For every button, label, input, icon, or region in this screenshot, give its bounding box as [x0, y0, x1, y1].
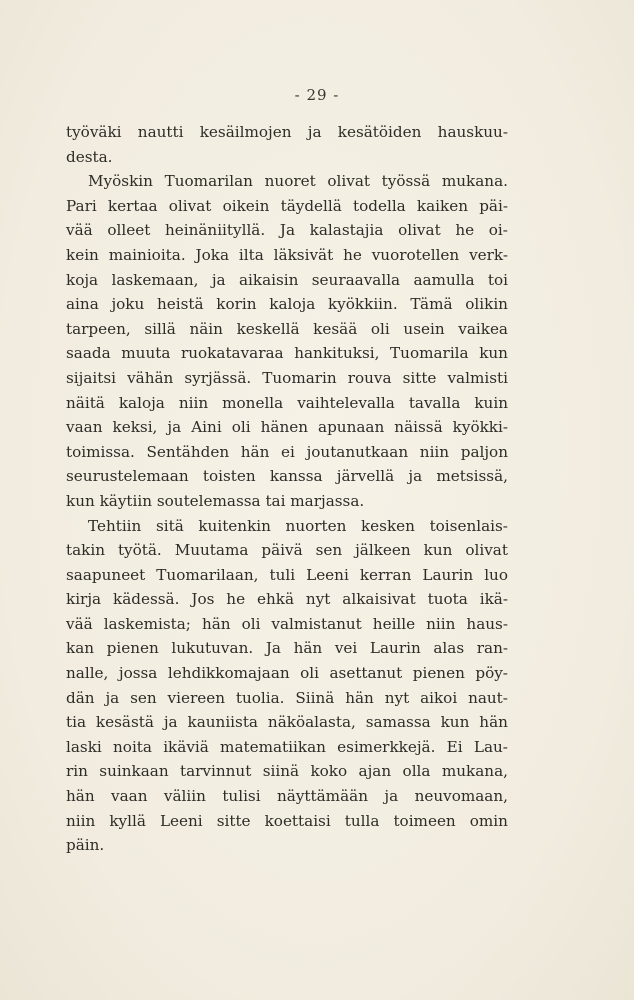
- word: hän: [479, 713, 508, 732]
- word: ruokatavaraa: [181, 344, 284, 363]
- word: ikäviä: [163, 737, 209, 756]
- text-line: [66, 341, 508, 366]
- word: kesken: [360, 516, 415, 535]
- word: joku: [111, 295, 145, 314]
- word: suinkaan: [99, 762, 169, 781]
- word: valmisti: [447, 368, 508, 387]
- word: he: [455, 221, 475, 240]
- text-line: [66, 735, 508, 760]
- word: keskellä: [236, 319, 300, 338]
- word: kun: [423, 541, 453, 560]
- word: kuitenkin: [198, 516, 271, 535]
- word: näköalasta,: [267, 713, 356, 732]
- word: Joka: [195, 245, 230, 264]
- text-line: [66, 759, 508, 784]
- text-line: [66, 833, 508, 858]
- word: olivat: [168, 196, 212, 215]
- word: ja: [163, 713, 178, 732]
- word: tuota: [427, 590, 468, 609]
- word: aamulla: [413, 270, 475, 289]
- word: he: [343, 245, 362, 264]
- word: ja: [384, 787, 399, 806]
- word: seurustelemaan: [66, 467, 189, 486]
- word: Tuomarilaan,: [156, 565, 259, 584]
- word: Sentähden: [146, 442, 230, 461]
- word: työtä.: [117, 541, 162, 560]
- word: olivat: [327, 172, 370, 191]
- word: tarvinnut: [180, 762, 252, 781]
- word: mukana,: [441, 762, 508, 781]
- word: siinä: [262, 762, 300, 781]
- word: jälkeen: [355, 541, 411, 560]
- word: saada: [66, 344, 111, 363]
- word: sijaitsi: [66, 368, 117, 387]
- text-line: [66, 120, 508, 145]
- word: kaloja: [269, 295, 316, 314]
- word: Siinä: [295, 688, 335, 707]
- word: rin: [66, 762, 88, 781]
- text-line: [66, 268, 508, 293]
- word: kyökkiin.: [327, 295, 398, 314]
- word: syrjässä.: [184, 368, 252, 387]
- word: hän: [240, 442, 270, 461]
- word: oli: [231, 418, 251, 437]
- word: ja: [307, 123, 322, 141]
- word: esimerkkejä.: [337, 737, 436, 756]
- text-line: [66, 809, 508, 834]
- word: Tämä: [410, 295, 453, 314]
- word: ran-: [476, 639, 508, 658]
- word: oli: [370, 319, 390, 338]
- word: neuvomaan,: [414, 787, 508, 806]
- text-line: [66, 440, 508, 465]
- word: vuorotellen: [371, 245, 460, 264]
- word: nalle,: [66, 664, 109, 683]
- word: mainioita.: [108, 245, 186, 264]
- word: tuolia.: [235, 688, 285, 707]
- word: kein: [66, 245, 99, 264]
- word: vaikea: [458, 319, 508, 338]
- word: niin: [66, 811, 96, 830]
- word: Lau-: [473, 737, 508, 756]
- word: sillä: [144, 319, 176, 338]
- word: Myöskin: [88, 172, 153, 191]
- word: sitte: [402, 368, 437, 387]
- word: kuin: [474, 393, 508, 412]
- word: ja: [408, 467, 423, 486]
- word: pienen: [106, 639, 159, 658]
- text-line: [66, 686, 508, 711]
- word: vähän: [127, 368, 174, 387]
- word: tia: [66, 713, 87, 732]
- word: lehdikkomajaan: [167, 664, 290, 683]
- word: nautti: [137, 123, 184, 141]
- word: kesästä: [95, 713, 154, 732]
- text-line: [66, 587, 508, 612]
- word: niin: [178, 393, 209, 412]
- word: joutanutkaan: [306, 442, 409, 461]
- word: kesätöiden: [337, 123, 422, 141]
- text-line: [66, 218, 508, 243]
- word: olivat: [465, 541, 508, 560]
- word: Ja: [279, 221, 296, 240]
- word: pienen: [412, 664, 465, 683]
- body-text: [66, 120, 508, 858]
- word: haus-: [466, 614, 508, 633]
- word: Leeni: [306, 565, 349, 584]
- word: kyökki-: [452, 418, 508, 437]
- text-line: [66, 317, 508, 342]
- word: Muutama: [174, 541, 249, 560]
- word: koettaisi: [264, 811, 331, 830]
- text-line: [66, 563, 508, 588]
- word: ajan: [358, 762, 392, 781]
- word: Ja: [265, 639, 281, 658]
- text-line: [66, 415, 508, 440]
- text-line: [66, 169, 508, 194]
- word: alas: [433, 639, 465, 658]
- word: sitte: [216, 811, 251, 830]
- text-line: [66, 292, 508, 317]
- word: kirja: [66, 590, 102, 609]
- word: vaan: [111, 787, 148, 806]
- word: päivä: [261, 541, 303, 560]
- word: kun: [479, 344, 508, 363]
- word: heistä: [157, 295, 204, 314]
- word: Tuomarila: [390, 344, 469, 363]
- word: hän: [66, 787, 95, 806]
- text-line: [66, 366, 508, 391]
- word: hän: [293, 639, 323, 658]
- word: saapuneet: [66, 565, 146, 584]
- word: Tuomarin: [262, 368, 337, 387]
- text-line: [66, 489, 508, 514]
- word: heille: [372, 614, 416, 633]
- word: keksi,: [112, 418, 158, 437]
- text-line: [66, 464, 508, 489]
- word: tarpeen,: [66, 319, 131, 338]
- word: kanssa: [269, 467, 323, 486]
- word: korin: [216, 295, 257, 314]
- word: koko: [310, 762, 348, 781]
- word: toi: [487, 270, 508, 289]
- word: hauskuu-: [437, 123, 508, 141]
- word: kauniista: [187, 713, 258, 732]
- text-line: [66, 194, 508, 219]
- word: hankituksi,: [294, 344, 380, 363]
- word: työssä: [381, 172, 431, 191]
- word: jossa: [118, 664, 158, 683]
- word: Laurin: [369, 639, 421, 658]
- word: monella: [222, 393, 284, 412]
- word: vaihtelevalla: [297, 393, 395, 412]
- word: Tuomarilan: [164, 172, 253, 191]
- word: näin: [189, 319, 223, 338]
- word: järvellä: [336, 467, 395, 486]
- word: sen: [315, 541, 343, 560]
- word: Pari: [66, 196, 97, 215]
- word: tuli: [269, 565, 296, 584]
- text-line: [66, 514, 508, 539]
- word: kädessä.: [113, 590, 180, 609]
- word: metsissä,: [436, 467, 508, 486]
- word: mukana.: [441, 172, 508, 191]
- word: noita: [113, 737, 152, 756]
- word: hänen: [260, 418, 308, 437]
- word: oli: [300, 664, 319, 683]
- word: he: [226, 590, 246, 609]
- word: laskemista;: [103, 614, 191, 633]
- page-number: - 29 -: [294, 86, 340, 104]
- word: seuraavalla: [311, 270, 401, 289]
- text-line: [66, 636, 508, 661]
- word: sitä: [155, 516, 184, 535]
- word: kerran: [359, 565, 412, 584]
- word: hän: [345, 688, 374, 707]
- word: kaiken: [416, 196, 469, 215]
- word: dän: [66, 688, 95, 707]
- text-line: [66, 145, 508, 170]
- word: päi-: [479, 196, 508, 215]
- word: ja: [167, 418, 182, 437]
- word: luo: [484, 565, 508, 584]
- text-line-content: päin.: [66, 836, 105, 855]
- word: kalastajia: [309, 221, 384, 240]
- word: niin: [419, 442, 450, 461]
- word: työväki: [66, 123, 122, 141]
- word: Ei: [446, 737, 463, 756]
- text-line: [66, 612, 508, 637]
- word: alkaisivat: [342, 590, 416, 609]
- word: toimissa.: [66, 442, 135, 461]
- word: Laurin: [422, 565, 474, 584]
- word: Aini: [191, 418, 222, 437]
- word: ja: [211, 270, 226, 289]
- word: täydellä: [280, 196, 342, 215]
- word: Leeni: [159, 811, 203, 830]
- word: väliin: [163, 787, 206, 806]
- word: kesää: [313, 319, 358, 338]
- text-line-content: kun käytiin soutelemassa tai marjassa.: [66, 491, 365, 510]
- word: usein: [403, 319, 445, 338]
- word: aikaisin: [238, 270, 299, 289]
- word: viereen: [167, 688, 225, 707]
- word: ja: [105, 688, 120, 707]
- word: näitä: [66, 393, 105, 412]
- word: nuoret: [264, 172, 316, 191]
- text-line: [66, 391, 508, 416]
- word: samassa: [365, 713, 431, 732]
- word: kaloja: [118, 393, 165, 412]
- word: vei: [334, 639, 358, 658]
- word: pöy-: [475, 664, 508, 683]
- word: toimeen: [393, 811, 456, 830]
- word: paljon: [460, 442, 508, 461]
- word: aina: [66, 295, 99, 314]
- word: omin: [469, 811, 508, 830]
- word: laski: [66, 737, 102, 756]
- word: olleet: [107, 221, 151, 240]
- word: todella: [353, 196, 406, 215]
- word: apunaan: [318, 418, 385, 437]
- word: muuta: [121, 344, 171, 363]
- word: Jos: [191, 590, 215, 609]
- word: sen: [130, 688, 157, 707]
- word: vää: [66, 614, 93, 633]
- word: läksivät: [273, 245, 334, 264]
- word: ei: [281, 442, 295, 461]
- word: olikin: [465, 295, 508, 314]
- word: laskemaan,: [111, 270, 199, 289]
- word: tulisi: [222, 787, 261, 806]
- word: niin: [426, 614, 456, 633]
- word: kan: [66, 639, 95, 658]
- word: tavalla: [408, 393, 461, 412]
- word: kyllä: [109, 811, 146, 830]
- word: koja: [66, 270, 99, 289]
- word: toisten: [202, 467, 256, 486]
- word: hän: [201, 614, 231, 633]
- text-line-content: desta.: [66, 147, 113, 166]
- word: verk-: [469, 245, 508, 264]
- word: tulla: [344, 811, 380, 830]
- word: kertaa: [107, 196, 158, 215]
- word: näissä: [394, 418, 443, 437]
- word: matematiikan: [220, 737, 326, 756]
- word: näyttämään: [277, 787, 368, 806]
- word: valmistanut: [271, 614, 362, 633]
- word: heinäniityllä.: [164, 221, 266, 240]
- word: vää: [66, 221, 93, 240]
- word: nyt: [305, 590, 331, 609]
- text-line: [66, 710, 508, 735]
- word: oi-: [488, 221, 508, 240]
- word: naut-: [468, 688, 508, 707]
- word: olivat: [398, 221, 441, 240]
- text-line: [66, 243, 508, 268]
- word: oikein: [222, 196, 270, 215]
- word: ilta: [238, 245, 264, 264]
- word: kesäilmojen: [199, 123, 292, 141]
- word: rouva: [347, 368, 392, 387]
- word: aikoi: [420, 688, 458, 707]
- text-line: [66, 784, 508, 809]
- word: nyt: [384, 688, 410, 707]
- word: toisenlais-: [429, 516, 508, 535]
- text-line: [66, 538, 508, 563]
- word: nuorten: [285, 516, 347, 535]
- word: Tehtiin: [88, 516, 142, 535]
- word: ehkä: [256, 590, 295, 609]
- text-line: [66, 661, 508, 686]
- word: asettanut: [329, 664, 403, 683]
- word: vaan: [66, 418, 103, 437]
- word: kun: [440, 713, 470, 732]
- word: lukutuvan.: [171, 639, 254, 658]
- word: ikä-: [479, 590, 508, 609]
- word: olla: [402, 762, 431, 781]
- word: takin: [66, 541, 105, 560]
- word: oli: [241, 614, 261, 633]
